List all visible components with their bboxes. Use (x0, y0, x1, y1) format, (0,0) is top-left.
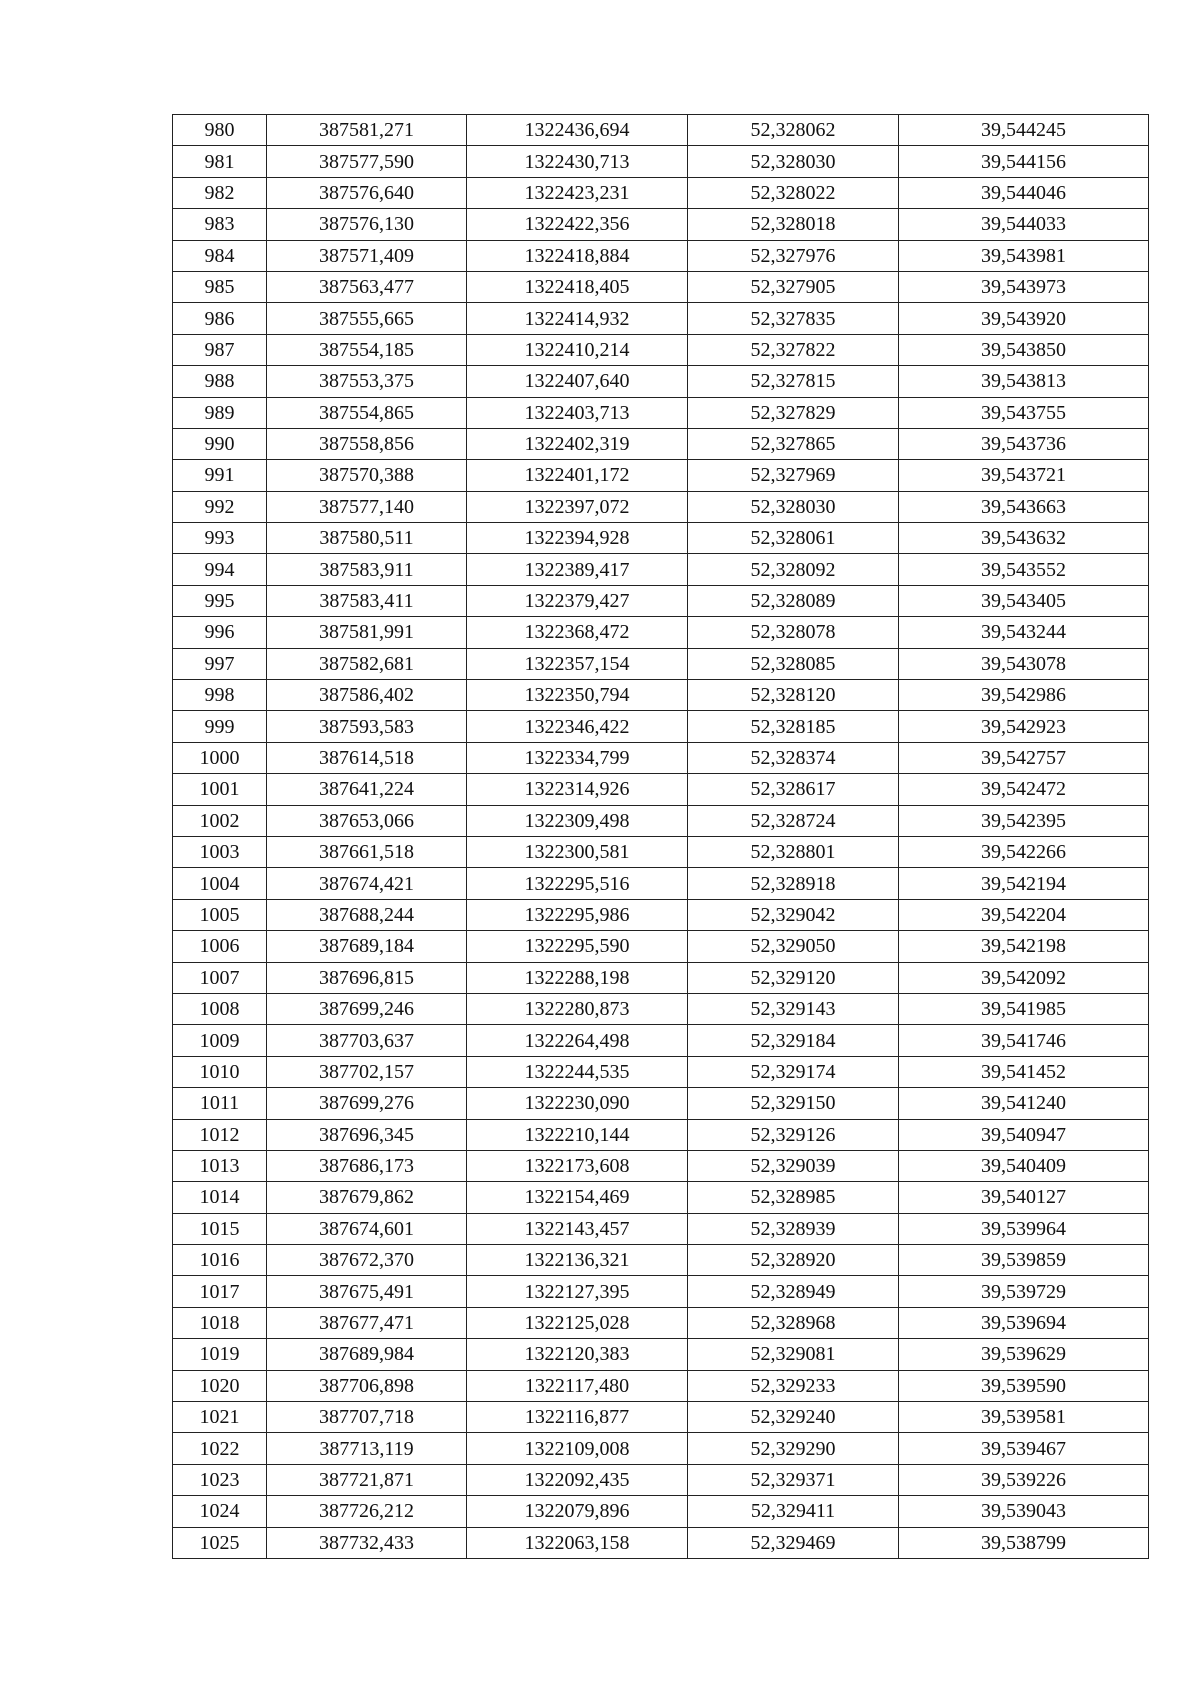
latitude-cell: 52,328078 (688, 617, 899, 648)
table-row (173, 397, 1149, 428)
table-row (173, 962, 1149, 993)
x-coordinate-cell: 387570,388 (267, 460, 467, 491)
longitude-cell: 39,542757 (899, 742, 1149, 773)
table-row (173, 1339, 1149, 1370)
longitude-cell: 39,539629 (899, 1339, 1149, 1370)
table-row (173, 931, 1149, 962)
x-coordinate-cell: 387677,471 (267, 1307, 467, 1338)
y-coordinate-cell: 1322120,383 (467, 1339, 688, 1370)
point-number-cell: 981 (173, 146, 267, 177)
y-coordinate-cell: 1322309,498 (467, 805, 688, 836)
table-row (173, 303, 1149, 334)
point-number-cell: 980 (173, 115, 267, 146)
point-number-cell: 988 (173, 366, 267, 397)
y-coordinate-cell: 1322154,469 (467, 1182, 688, 1213)
point-number-cell: 1011 (173, 1088, 267, 1119)
latitude-cell: 52,329126 (688, 1119, 899, 1150)
y-coordinate-cell: 1322230,090 (467, 1088, 688, 1119)
y-coordinate-cell: 1322314,926 (467, 774, 688, 805)
point-number-cell: 1021 (173, 1402, 267, 1433)
y-coordinate-cell: 1322109,008 (467, 1433, 688, 1464)
x-coordinate-cell: 387674,421 (267, 868, 467, 899)
table-row (173, 554, 1149, 585)
point-number-cell: 987 (173, 334, 267, 365)
longitude-cell: 39,542204 (899, 899, 1149, 930)
y-coordinate-cell: 1322079,896 (467, 1496, 688, 1527)
y-coordinate-cell: 1322397,072 (467, 491, 688, 522)
table-row (173, 271, 1149, 302)
y-coordinate-cell: 1322407,640 (467, 366, 688, 397)
latitude-cell: 52,329233 (688, 1370, 899, 1401)
point-number-cell: 989 (173, 397, 267, 428)
point-number-cell: 1014 (173, 1182, 267, 1213)
table-row (173, 366, 1149, 397)
y-coordinate-cell: 1322092,435 (467, 1464, 688, 1495)
longitude-cell: 39,544033 (899, 209, 1149, 240)
x-coordinate-cell: 387679,862 (267, 1182, 467, 1213)
x-coordinate-cell: 387706,898 (267, 1370, 467, 1401)
latitude-cell: 52,328092 (688, 554, 899, 585)
latitude-cell: 52,328939 (688, 1213, 899, 1244)
x-coordinate-cell: 387577,140 (267, 491, 467, 522)
point-number-cell: 993 (173, 523, 267, 554)
point-number-cell: 994 (173, 554, 267, 585)
y-coordinate-cell: 1322379,427 (467, 585, 688, 616)
y-coordinate-cell: 1322295,516 (467, 868, 688, 899)
latitude-cell: 52,327865 (688, 428, 899, 459)
table-row (173, 1527, 1149, 1558)
y-coordinate-cell: 1322143,457 (467, 1213, 688, 1244)
longitude-cell: 39,539581 (899, 1402, 1149, 1433)
point-number-cell: 1013 (173, 1150, 267, 1181)
table-row (173, 428, 1149, 459)
latitude-cell: 52,329411 (688, 1496, 899, 1527)
longitude-cell: 39,543736 (899, 428, 1149, 459)
point-number-cell: 1015 (173, 1213, 267, 1244)
y-coordinate-cell: 1322346,422 (467, 711, 688, 742)
table-row (173, 617, 1149, 648)
y-coordinate-cell: 1322414,932 (467, 303, 688, 334)
x-coordinate-cell: 387703,637 (267, 1025, 467, 1056)
y-coordinate-cell: 1322063,158 (467, 1527, 688, 1558)
latitude-cell: 52,328030 (688, 491, 899, 522)
longitude-cell: 39,539729 (899, 1276, 1149, 1307)
x-coordinate-cell: 387571,409 (267, 240, 467, 271)
point-number-cell: 1018 (173, 1307, 267, 1338)
table-row (173, 993, 1149, 1024)
point-number-cell: 1012 (173, 1119, 267, 1150)
point-number-cell: 1023 (173, 1464, 267, 1495)
longitude-cell: 39,539467 (899, 1433, 1149, 1464)
coordinates-table (172, 114, 1149, 1559)
point-number-cell: 1000 (173, 742, 267, 773)
longitude-cell: 39,543244 (899, 617, 1149, 648)
longitude-cell: 39,541240 (899, 1088, 1149, 1119)
table-row (173, 1433, 1149, 1464)
y-coordinate-cell: 1322117,480 (467, 1370, 688, 1401)
y-coordinate-cell: 1322295,986 (467, 899, 688, 930)
longitude-cell: 39,541452 (899, 1056, 1149, 1087)
y-coordinate-cell: 1322436,694 (467, 115, 688, 146)
table-row (173, 1496, 1149, 1527)
longitude-cell: 39,543663 (899, 491, 1149, 522)
longitude-cell: 39,543632 (899, 523, 1149, 554)
longitude-cell: 39,544245 (899, 115, 1149, 146)
y-coordinate-cell: 1322410,214 (467, 334, 688, 365)
point-number-cell: 995 (173, 585, 267, 616)
table-row (173, 899, 1149, 930)
longitude-cell: 39,540947 (899, 1119, 1149, 1150)
longitude-cell: 39,544046 (899, 177, 1149, 208)
y-coordinate-cell: 1322264,498 (467, 1025, 688, 1056)
x-coordinate-cell: 387582,681 (267, 648, 467, 679)
x-coordinate-cell: 387699,276 (267, 1088, 467, 1119)
latitude-cell: 52,328918 (688, 868, 899, 899)
x-coordinate-cell: 387583,911 (267, 554, 467, 585)
point-number-cell: 1005 (173, 899, 267, 930)
latitude-cell: 52,328374 (688, 742, 899, 773)
x-coordinate-cell: 387688,244 (267, 899, 467, 930)
y-coordinate-cell: 1322300,581 (467, 836, 688, 867)
point-number-cell: 983 (173, 209, 267, 240)
longitude-cell: 39,543813 (899, 366, 1149, 397)
point-number-cell: 1025 (173, 1527, 267, 1558)
point-number-cell: 1008 (173, 993, 267, 1024)
point-number-cell: 1016 (173, 1245, 267, 1276)
latitude-cell: 52,329150 (688, 1088, 899, 1119)
table-row (173, 1276, 1149, 1307)
x-coordinate-cell: 387686,173 (267, 1150, 467, 1181)
longitude-cell: 39,540127 (899, 1182, 1149, 1213)
longitude-cell: 39,539694 (899, 1307, 1149, 1338)
point-number-cell: 1004 (173, 868, 267, 899)
longitude-cell: 39,539590 (899, 1370, 1149, 1401)
point-number-cell: 998 (173, 680, 267, 711)
y-coordinate-cell: 1322136,321 (467, 1245, 688, 1276)
y-coordinate-cell: 1322127,395 (467, 1276, 688, 1307)
y-coordinate-cell: 1322288,198 (467, 962, 688, 993)
x-coordinate-cell: 387641,224 (267, 774, 467, 805)
y-coordinate-cell: 1322422,356 (467, 209, 688, 240)
point-number-cell: 984 (173, 240, 267, 271)
coordinates-table-body (173, 115, 1149, 1559)
table-row (173, 1056, 1149, 1087)
x-coordinate-cell: 387696,345 (267, 1119, 467, 1150)
longitude-cell: 39,543920 (899, 303, 1149, 334)
y-coordinate-cell: 1322430,713 (467, 146, 688, 177)
x-coordinate-cell: 387586,402 (267, 680, 467, 711)
table-row (173, 1150, 1149, 1181)
table-row (173, 460, 1149, 491)
longitude-cell: 39,538799 (899, 1527, 1149, 1558)
y-coordinate-cell: 1322125,028 (467, 1307, 688, 1338)
point-number-cell: 1002 (173, 805, 267, 836)
longitude-cell: 39,543755 (899, 397, 1149, 428)
table-row (173, 1213, 1149, 1244)
x-coordinate-cell: 387689,984 (267, 1339, 467, 1370)
x-coordinate-cell: 387732,433 (267, 1527, 467, 1558)
x-coordinate-cell: 387614,518 (267, 742, 467, 773)
latitude-cell: 52,327829 (688, 397, 899, 428)
table-row (173, 1088, 1149, 1119)
latitude-cell: 52,327835 (688, 303, 899, 334)
x-coordinate-cell: 387553,375 (267, 366, 467, 397)
table-row (173, 868, 1149, 899)
latitude-cell: 52,329143 (688, 993, 899, 1024)
point-number-cell: 990 (173, 428, 267, 459)
point-number-cell: 997 (173, 648, 267, 679)
table-row (173, 146, 1149, 177)
latitude-cell: 52,329050 (688, 931, 899, 962)
x-coordinate-cell: 387576,130 (267, 209, 467, 240)
longitude-cell: 39,542986 (899, 680, 1149, 711)
longitude-cell: 39,543721 (899, 460, 1149, 491)
table-row (173, 742, 1149, 773)
x-coordinate-cell: 387672,370 (267, 1245, 467, 1276)
point-number-cell: 999 (173, 711, 267, 742)
table-row (173, 491, 1149, 522)
x-coordinate-cell: 387726,212 (267, 1496, 467, 1527)
x-coordinate-cell: 387580,511 (267, 523, 467, 554)
y-coordinate-cell: 1322368,472 (467, 617, 688, 648)
latitude-cell: 52,328089 (688, 585, 899, 616)
y-coordinate-cell: 1322403,713 (467, 397, 688, 428)
latitude-cell: 52,329174 (688, 1056, 899, 1087)
latitude-cell: 52,328724 (688, 805, 899, 836)
x-coordinate-cell: 387576,640 (267, 177, 467, 208)
latitude-cell: 52,329240 (688, 1402, 899, 1433)
longitude-cell: 39,542194 (899, 868, 1149, 899)
table-row (173, 1464, 1149, 1495)
longitude-cell: 39,543973 (899, 271, 1149, 302)
table-row (173, 209, 1149, 240)
table-row (173, 680, 1149, 711)
y-coordinate-cell: 1322350,794 (467, 680, 688, 711)
longitude-cell: 39,542923 (899, 711, 1149, 742)
x-coordinate-cell: 387707,718 (267, 1402, 467, 1433)
x-coordinate-cell: 387583,411 (267, 585, 467, 616)
latitude-cell: 52,329120 (688, 962, 899, 993)
table-row (173, 115, 1149, 146)
x-coordinate-cell: 387653,066 (267, 805, 467, 836)
x-coordinate-cell: 387696,815 (267, 962, 467, 993)
longitude-cell: 39,539964 (899, 1213, 1149, 1244)
x-coordinate-cell: 387674,601 (267, 1213, 467, 1244)
latitude-cell: 52,328030 (688, 146, 899, 177)
point-number-cell: 982 (173, 177, 267, 208)
x-coordinate-cell: 387581,271 (267, 115, 467, 146)
x-coordinate-cell: 387563,477 (267, 271, 467, 302)
longitude-cell: 39,543850 (899, 334, 1149, 365)
latitude-cell: 52,328617 (688, 774, 899, 805)
latitude-cell: 52,328085 (688, 648, 899, 679)
longitude-cell: 39,542092 (899, 962, 1149, 993)
longitude-cell: 39,539859 (899, 1245, 1149, 1276)
latitude-cell: 52,329469 (688, 1527, 899, 1558)
latitude-cell: 52,328920 (688, 1245, 899, 1276)
latitude-cell: 52,329042 (688, 899, 899, 930)
latitude-cell: 52,328120 (688, 680, 899, 711)
table-row (173, 774, 1149, 805)
latitude-cell: 52,329039 (688, 1150, 899, 1181)
y-coordinate-cell: 1322116,877 (467, 1402, 688, 1433)
y-coordinate-cell: 1322173,608 (467, 1150, 688, 1181)
latitude-cell: 52,328985 (688, 1182, 899, 1213)
x-coordinate-cell: 387554,185 (267, 334, 467, 365)
longitude-cell: 39,542198 (899, 931, 1149, 962)
y-coordinate-cell: 1322210,144 (467, 1119, 688, 1150)
table-row (173, 1307, 1149, 1338)
point-number-cell: 1022 (173, 1433, 267, 1464)
point-number-cell: 986 (173, 303, 267, 334)
latitude-cell: 52,328018 (688, 209, 899, 240)
longitude-cell: 39,541985 (899, 993, 1149, 1024)
y-coordinate-cell: 1322423,231 (467, 177, 688, 208)
latitude-cell: 52,328185 (688, 711, 899, 742)
y-coordinate-cell: 1322244,535 (467, 1056, 688, 1087)
longitude-cell: 39,539043 (899, 1496, 1149, 1527)
latitude-cell: 52,329081 (688, 1339, 899, 1370)
table-row (173, 585, 1149, 616)
point-number-cell: 1009 (173, 1025, 267, 1056)
table-row (173, 523, 1149, 554)
table-row (173, 648, 1149, 679)
longitude-cell: 39,544156 (899, 146, 1149, 177)
latitude-cell: 52,327905 (688, 271, 899, 302)
x-coordinate-cell: 387721,871 (267, 1464, 467, 1495)
x-coordinate-cell: 387702,157 (267, 1056, 467, 1087)
point-number-cell: 1010 (173, 1056, 267, 1087)
latitude-cell: 52,328062 (688, 115, 899, 146)
latitude-cell: 52,327969 (688, 460, 899, 491)
y-coordinate-cell: 1322394,928 (467, 523, 688, 554)
longitude-cell: 39,543552 (899, 554, 1149, 585)
longitude-cell: 39,543405 (899, 585, 1149, 616)
point-number-cell: 1019 (173, 1339, 267, 1370)
x-coordinate-cell: 387699,246 (267, 993, 467, 1024)
table-row (173, 836, 1149, 867)
y-coordinate-cell: 1322389,417 (467, 554, 688, 585)
longitude-cell: 39,543981 (899, 240, 1149, 271)
latitude-cell: 52,327976 (688, 240, 899, 271)
table-row (173, 1025, 1149, 1056)
point-number-cell: 1024 (173, 1496, 267, 1527)
point-number-cell: 991 (173, 460, 267, 491)
point-number-cell: 992 (173, 491, 267, 522)
table-row (173, 1182, 1149, 1213)
point-number-cell: 1006 (173, 931, 267, 962)
x-coordinate-cell: 387661,518 (267, 836, 467, 867)
point-number-cell: 1001 (173, 774, 267, 805)
y-coordinate-cell: 1322334,799 (467, 742, 688, 773)
y-coordinate-cell: 1322357,154 (467, 648, 688, 679)
x-coordinate-cell: 387675,491 (267, 1276, 467, 1307)
longitude-cell: 39,542395 (899, 805, 1149, 836)
longitude-cell: 39,539226 (899, 1464, 1149, 1495)
point-number-cell: 996 (173, 617, 267, 648)
x-coordinate-cell: 387689,184 (267, 931, 467, 962)
latitude-cell: 52,328801 (688, 836, 899, 867)
y-coordinate-cell: 1322295,590 (467, 931, 688, 962)
y-coordinate-cell: 1322418,884 (467, 240, 688, 271)
latitude-cell: 52,329371 (688, 1464, 899, 1495)
point-number-cell: 1003 (173, 836, 267, 867)
longitude-cell: 39,541746 (899, 1025, 1149, 1056)
x-coordinate-cell: 387593,583 (267, 711, 467, 742)
x-coordinate-cell: 387713,119 (267, 1433, 467, 1464)
latitude-cell: 52,328949 (688, 1276, 899, 1307)
latitude-cell: 52,327815 (688, 366, 899, 397)
y-coordinate-cell: 1322402,319 (467, 428, 688, 459)
table-row (173, 177, 1149, 208)
table-row (173, 1245, 1149, 1276)
longitude-cell: 39,540409 (899, 1150, 1149, 1181)
x-coordinate-cell: 387555,665 (267, 303, 467, 334)
x-coordinate-cell: 387581,991 (267, 617, 467, 648)
y-coordinate-cell: 1322418,405 (467, 271, 688, 302)
x-coordinate-cell: 387558,856 (267, 428, 467, 459)
y-coordinate-cell: 1322401,172 (467, 460, 688, 491)
table-row (173, 711, 1149, 742)
longitude-cell: 39,542266 (899, 836, 1149, 867)
point-number-cell: 1017 (173, 1276, 267, 1307)
table-row (173, 1119, 1149, 1150)
table-row (173, 805, 1149, 836)
point-number-cell: 1007 (173, 962, 267, 993)
x-coordinate-cell: 387577,590 (267, 146, 467, 177)
latitude-cell: 52,327822 (688, 334, 899, 365)
latitude-cell: 52,329290 (688, 1433, 899, 1464)
table-row (173, 1370, 1149, 1401)
latitude-cell: 52,328061 (688, 523, 899, 554)
point-number-cell: 1020 (173, 1370, 267, 1401)
table-row (173, 1402, 1149, 1433)
table-row (173, 240, 1149, 271)
latitude-cell: 52,328022 (688, 177, 899, 208)
longitude-cell: 39,542472 (899, 774, 1149, 805)
x-coordinate-cell: 387554,865 (267, 397, 467, 428)
point-number-cell: 985 (173, 271, 267, 302)
latitude-cell: 52,328968 (688, 1307, 899, 1338)
table-row (173, 334, 1149, 365)
longitude-cell: 39,543078 (899, 648, 1149, 679)
y-coordinate-cell: 1322280,873 (467, 993, 688, 1024)
latitude-cell: 52,329184 (688, 1025, 899, 1056)
